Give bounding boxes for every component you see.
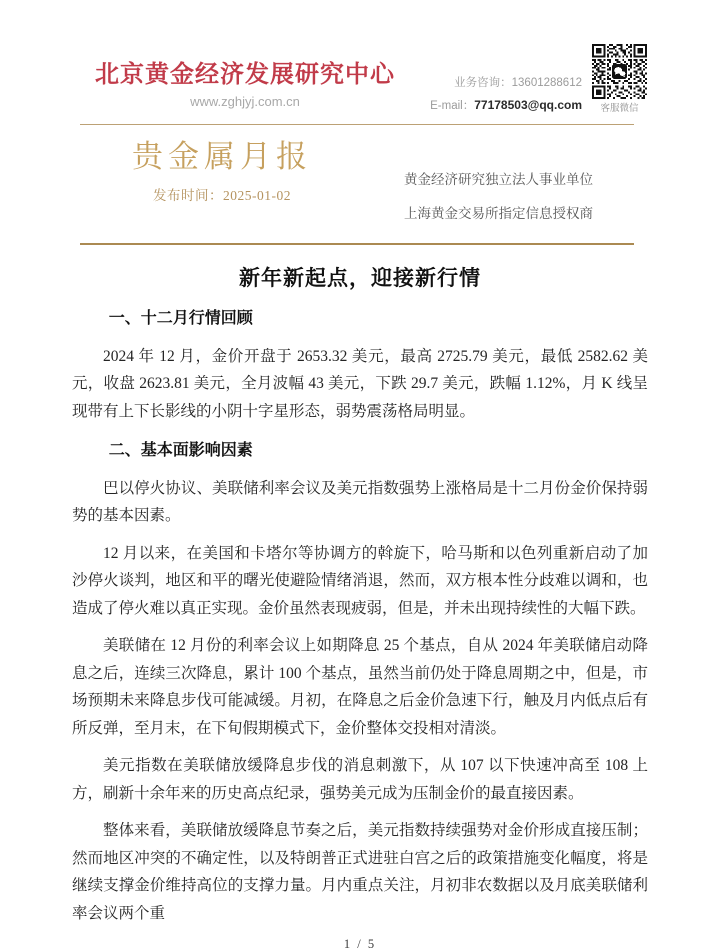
org-website: www.zghjyj.com.cn [190, 94, 300, 109]
credential-line-2: 上海黄金交易所指定信息授权商 [404, 206, 593, 221]
publish-date-line [132, 187, 312, 205]
credential-line-1: 黄金经济研究独立法人事业单位 [404, 172, 593, 187]
publish-label: 发布时间： [153, 188, 223, 203]
section-heading-2: 二、基本面影响因素 [108, 442, 253, 459]
phone-number: 13601288612 [511, 77, 582, 89]
section-heading-1: 一、十二月行情回顾 [108, 310, 253, 327]
divider-top [80, 124, 634, 125]
contact-block [404, 44, 582, 117]
article-title: 新年新起点，迎接新行情 [239, 266, 481, 290]
credentials-block [404, 137, 634, 231]
page-number: 1 / 5 [343, 937, 377, 951]
qr-block [591, 44, 648, 114]
paragraph: 美元指数在美联储放缓降息步伐的消息刺激下，从 107 以下快速冲高至 108 上方，刷新十余年来的历史高点纪录，强势美元成为压制金价的最直接因素。 [72, 757, 648, 802]
phone-label: 业务咨询： [454, 77, 512, 89]
email-line [404, 94, 582, 117]
org-block [86, 44, 404, 110]
article-body [72, 263, 648, 927]
paragraph: 2024 年 12 月，金价开盘于 2653.32 美元，最高 2725.79 美元，最低 2582.62 美元，收盘 2623.81 美元，全月波幅 43 美元，下跌 29.7 美元，跌幅 1.12%，月 K 线呈现带有上下长影线的小阴十字星形态，弱势震荡格局明显。 [72, 347, 648, 420]
email-label: E-mail： [430, 100, 475, 112]
paragraph: 美联储在 12 月份的利率会议上如期降息 25 个基点，自从 2024 年美联储启动降息之后，连续三次降息，累计 100 个基点，虽然当前仍处于降息周期之中，但是，市场预期未来降息步伐可能减缓。月初，在降息之后金价急速下行，触及月内低点后有所反弹，至月末，在下旬假期模式下，金价整体交投相对清淡。 [72, 637, 648, 737]
qr-caption: 客服微信 [600, 103, 639, 114]
paragraph: 整体来看，美联储放缓降息节奏之后，美元指数持续强势对金价形成直接压制；然而地区冲突的不确定性，以及特朗普正式进驻白宫之后的政策措施变化幅度，将是继续支撑金价维持高位的支撑力量。月内重点关注，月初非农数据以及月底美联储利率会议两个重 [72, 822, 648, 922]
paragraph: 巴以停火协议、美联储利率会议及美元指数强势上涨格局是十二月份金价保持弱势的基本因素。 [72, 479, 648, 524]
phone-line [404, 72, 582, 94]
report-title-block [132, 137, 312, 205]
masthead [72, 0, 648, 117]
qr-code-icon [591, 44, 648, 99]
publish-date: 2025-01-02 [223, 188, 291, 203]
report-band [72, 125, 648, 239]
report-title: 贵金属月报 [132, 139, 312, 174]
divider-bottom [80, 243, 634, 245]
paragraph: 12 月以来，在美国和卡塔尔等协调方的斡旋下，哈马斯和以色列重新启动了加沙停火谈判，地区和平的曙光使避险情绪消退，然而，双方根本性分歧难以调和，也造成了停火难以真正实现。金价虽然表现疲弱，但是，并未出现持续性的大幅下跌。 [72, 544, 648, 617]
org-name: 北京黄金经济发展研究中心 [95, 62, 395, 88]
email-address: 77178503@qq.com [474, 98, 582, 112]
